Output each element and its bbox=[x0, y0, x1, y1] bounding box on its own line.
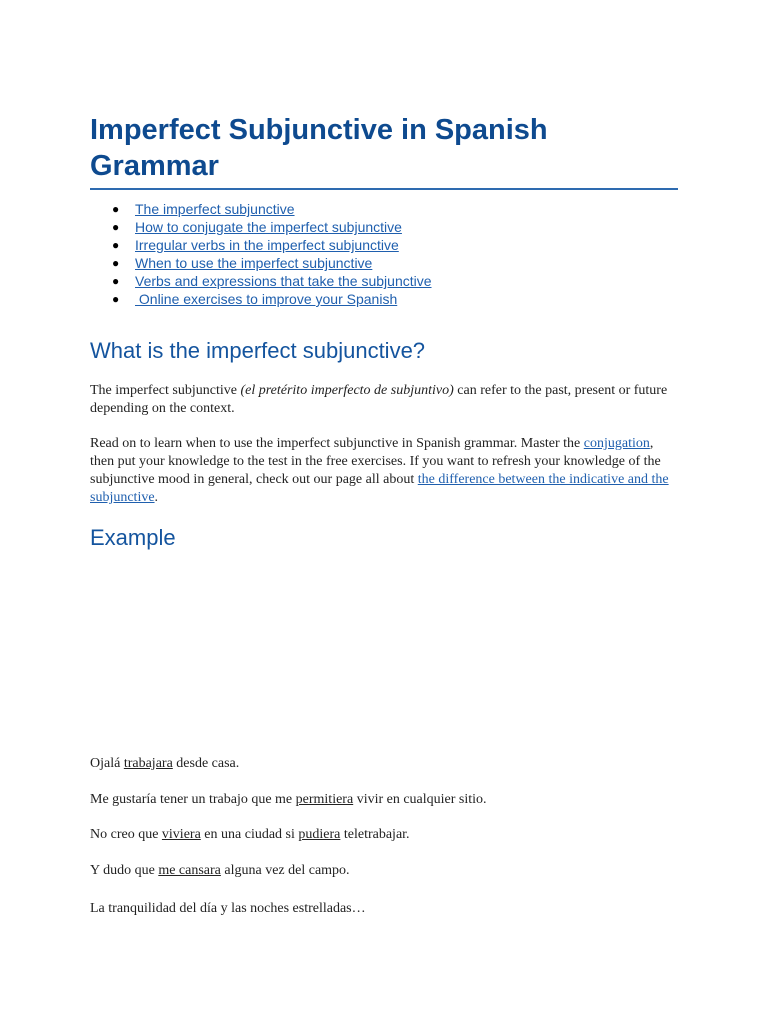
read-on-paragraph bbox=[90, 435, 678, 507]
bullet-icon: ● bbox=[112, 220, 120, 234]
toc-link-conjugate[interactable]: How to conjugate the imperfect subjunctive bbox=[135, 219, 402, 235]
toc-item bbox=[90, 236, 432, 254]
example-text: Y dudo que bbox=[90, 863, 159, 878]
page-title: Imperfect Subjunctive in Spanish Grammar bbox=[90, 112, 678, 190]
section-heading-example: Example bbox=[90, 525, 176, 550]
intro-text-start: The imperfect subjunctive bbox=[90, 383, 241, 398]
bullet-icon: ● bbox=[112, 292, 120, 306]
example-sentence bbox=[90, 826, 410, 844]
toc-item bbox=[90, 272, 432, 290]
toc-link-imperfect-subjunctive[interactable]: The imperfect subjunctive bbox=[135, 201, 295, 217]
example-text: teletrabajar. bbox=[340, 827, 410, 842]
example-text: desde casa. bbox=[172, 756, 240, 771]
example-text: No creo que bbox=[90, 827, 162, 842]
bullet-icon: ● bbox=[112, 274, 120, 288]
intro-paragraph bbox=[90, 382, 678, 418]
toc-link-verbs-expressions[interactable]: Verbs and expressions that take the subjunctive bbox=[135, 273, 432, 289]
read-on-text-middle: , then put your knowledge to the test in the free exercises. If you want to refresh your knowledge of the subjunctive mood in general, check out our page all about bbox=[90, 436, 661, 487]
indicative-subjunctive-difference-link[interactable]: the difference between the indicative and the subjunctive bbox=[90, 472, 669, 505]
example-verb: permitiera bbox=[295, 792, 354, 807]
example-sentence bbox=[90, 755, 239, 773]
example-verb: me cansara bbox=[158, 863, 221, 878]
section-heading-what-is: What is the imperfect subjunctive? bbox=[90, 338, 426, 363]
example-verb: trabajara bbox=[123, 756, 173, 771]
toc-item bbox=[90, 218, 432, 236]
example-sentence bbox=[90, 791, 487, 809]
intro-italic-term: (el pretérito imperfecto de subjuntivo) bbox=[240, 383, 454, 398]
bullet-icon: ● bbox=[112, 202, 120, 216]
toc-link-irregular-verbs[interactable]: Irregular verbs in the imperfect subjunctive bbox=[135, 237, 399, 253]
read-on-text-end: . bbox=[154, 490, 159, 505]
conjugation-link[interactable]: conjugation bbox=[583, 436, 650, 451]
example-verb: viviera bbox=[161, 827, 201, 842]
toc-item bbox=[90, 290, 432, 308]
example-text: Me gustaría tener un trabajo que me bbox=[90, 792, 296, 807]
example-text: vivir en cualquier sitio. bbox=[353, 792, 487, 807]
example-text: La tranquilidad del día y las noches estrelladas… bbox=[90, 901, 366, 916]
toc-item bbox=[90, 254, 432, 272]
example-verb: pudiera bbox=[298, 827, 341, 842]
bullet-icon: ● bbox=[112, 238, 120, 252]
read-on-text-start: Read on to learn when to use the imperfect subjunctive in Spanish grammar. Master the bbox=[90, 436, 584, 451]
example-text: en una ciudad si bbox=[200, 827, 299, 842]
example-text: alguna vez del campo. bbox=[220, 863, 350, 878]
example-sentence bbox=[90, 862, 350, 880]
bullet-icon: ● bbox=[112, 256, 120, 270]
example-sentence bbox=[90, 900, 366, 918]
intro-text-end: can refer to the past, present or future depending on the context. bbox=[90, 383, 668, 416]
toc-item bbox=[90, 200, 432, 218]
toc-link-online-exercises[interactable]: Online exercises to improve your Spanish bbox=[135, 291, 398, 307]
table-of-contents bbox=[90, 200, 432, 308]
example-text: Ojalá bbox=[90, 756, 124, 771]
toc-link-when-to-use[interactable]: When to use the imperfect subjunctive bbox=[135, 255, 373, 271]
